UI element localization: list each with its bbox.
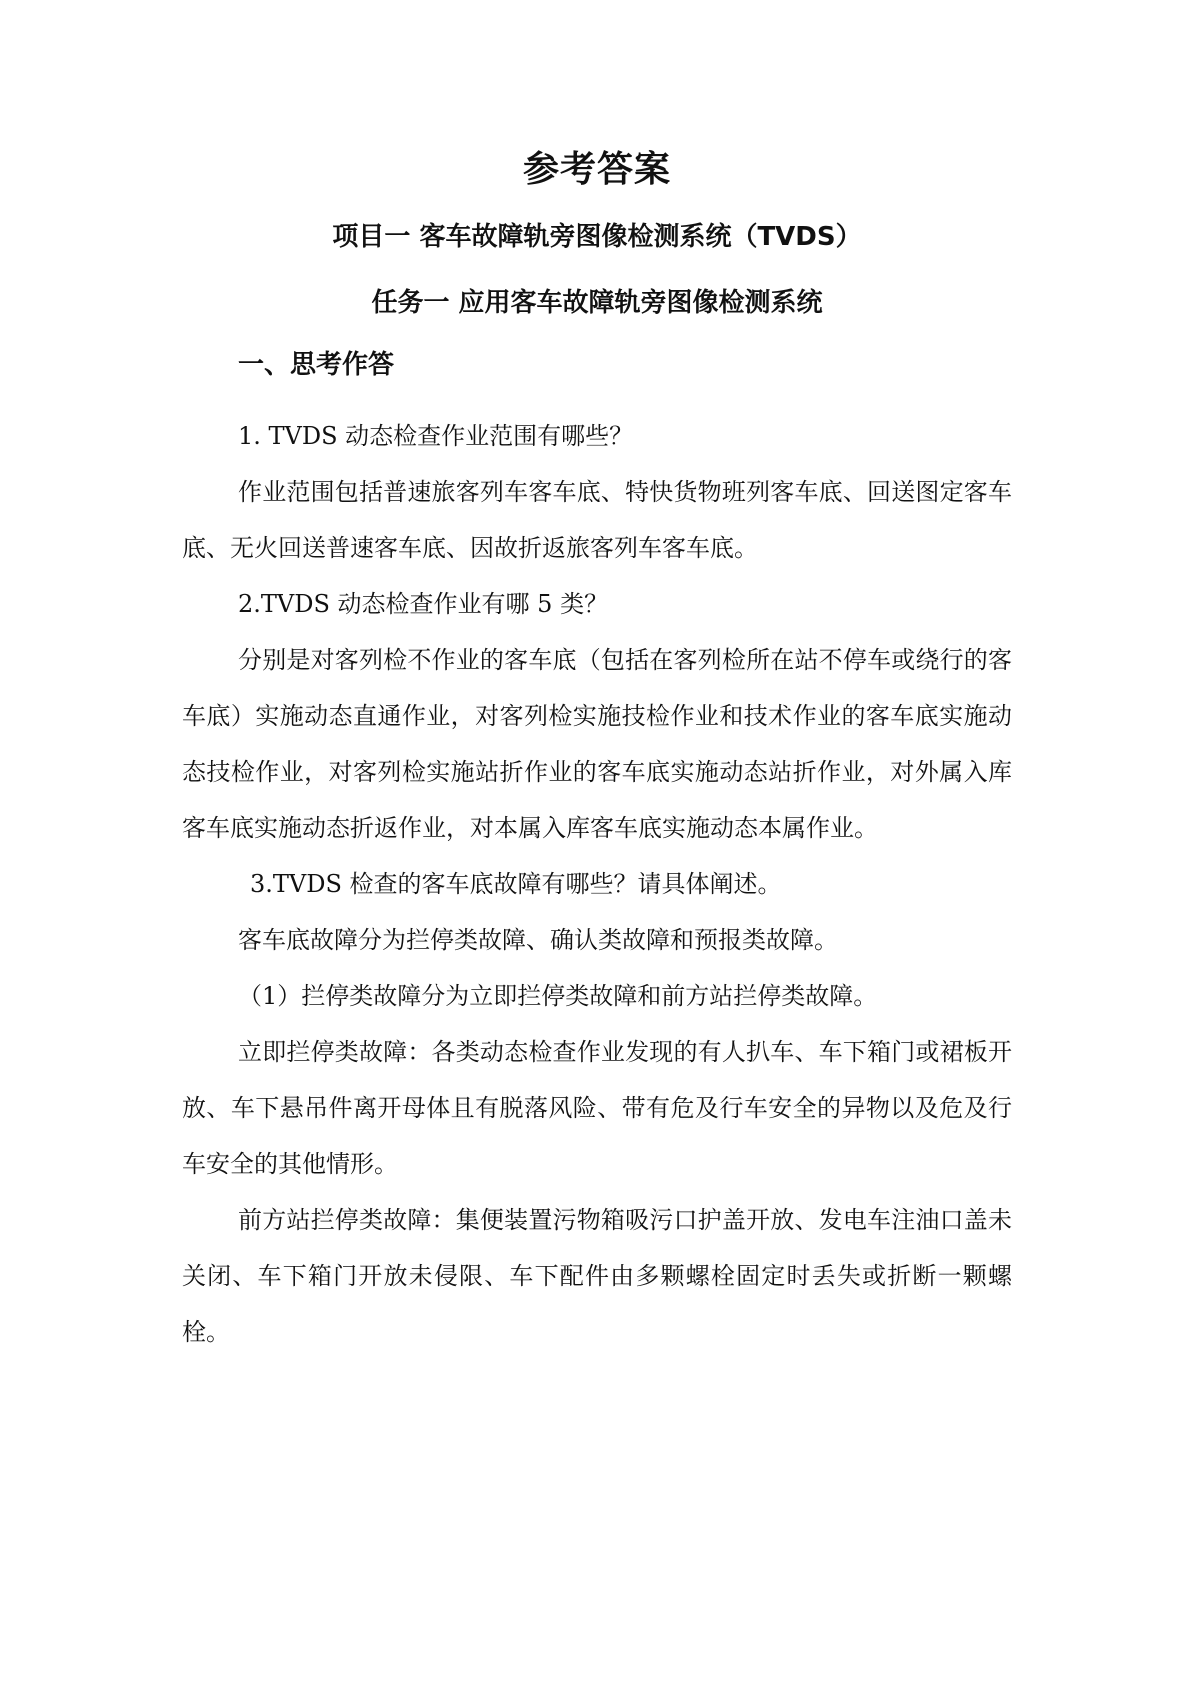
- answer-3-immediate-stop: 立即拦停类故障：各类动态检查作业发现的有人扒车、车下箱门或裙板开放、车下悬吊件离开母体且有脱落风险、带有危及行车安全的异物以及危及行车安全的其他情形。: [182, 1038, 1012, 1178]
- question-1: 1. TVDS 动态检查作业范围有哪些？: [238, 422, 634, 450]
- answer-3-intro: 客车底故障分为拦停类故障、确认类故障和预报类故障。: [238, 926, 838, 954]
- question-2: 2.TVDS 动态检查作业有哪 5 类？: [238, 590, 609, 618]
- section-title: 一、思考作答: [238, 350, 395, 380]
- project-title: 项目一 客车故障轨旁图像检测系统（TVDS）: [332, 222, 862, 252]
- answer-3-item-1: （1）拦停类故障分为立即拦停类故障和前方站拦停类故障。: [238, 982, 878, 1010]
- document-title: 参考答案: [522, 148, 671, 190]
- task-title: 任务一 应用客车故障轨旁图像检测系统: [371, 288, 823, 318]
- question-3: 3.TVDS 检查的客车底故障有哪些？请具体阐述。: [250, 870, 782, 898]
- answer-3-front-station-stop: 前方站拦停类故障：集便装置污物箱吸污口护盖开放、发电车注油口盖未关闭、车下箱门开放未侵限、车下配件由多颗螺栓固定时丢失或折断一颗螺栓。: [182, 1206, 1012, 1346]
- answer-1: 作业范围包括普速旅客列车客车底、特快货物班列客车底、回送图定客车底、无火回送普速客车底、因故折返旅客列车客车底。: [182, 478, 1012, 562]
- answer-2: 分别是对客列检不作业的客车底（包括在客列检所在站不停车或绕行的客车底）实施动态直通作业，对客列检实施技检作业和技术作业的客车底实施动态技检作业，对客列检实施站折作业的客车底实施动态站折作业，对外属入库客车底实施动态折返作业，对本属入库客车底实施动态本属作业。: [182, 646, 1012, 842]
- document-body: [182, 408, 1012, 1360]
